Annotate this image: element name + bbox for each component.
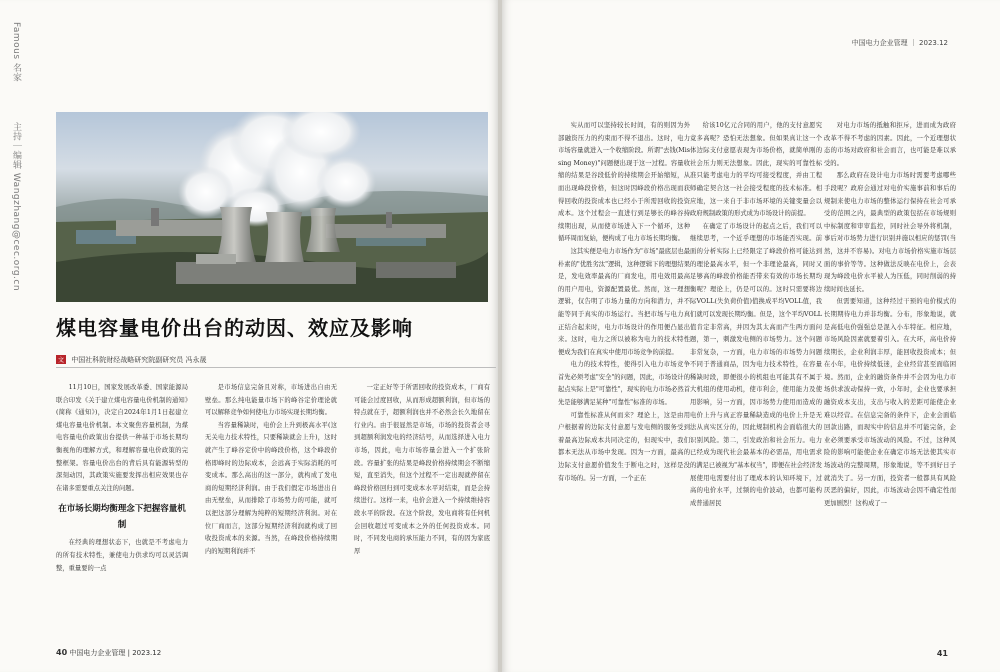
author-name: 中国社科院财经战略研究院副研究员 冯永晟 xyxy=(71,356,207,364)
paragraph: 对电力市场的抵触和拒斥，进而成为政府改革不得不考虑的因素。因此，一个近理想状态的市场对政府和社会而言，也可能是难以承受的。 xyxy=(824,122,956,167)
right-column-1 xyxy=(558,120,690,630)
right-page xyxy=(502,0,1000,672)
side-strip xyxy=(8,22,26,622)
right-column-3 xyxy=(824,120,956,630)
left-column-1 xyxy=(56,382,188,632)
author-line xyxy=(56,355,496,365)
footer-issue: 2023.12 xyxy=(132,649,162,657)
footer-magazine: 中国电力企业管理 xyxy=(69,649,126,657)
paragraph: 是市场信息完备且对称，市场进出自由无壁垒。那么纯电能量市场下的峰谷定价理论就可以解释竞争如何使电力市场实现长期均衡。 xyxy=(205,384,337,417)
left-page xyxy=(0,0,498,672)
left-column-3 xyxy=(354,382,490,632)
paragraph: 电力的技术特性，使得引入电力市场竞争首先必须考虑"安全"的问题，因此，市场设计的起点实际上是"可靠性"，现实的电力市场必然首先是能够满足某种"可靠性"标准的市场。 xyxy=(558,361,690,407)
power-plant-illustration xyxy=(56,112,488,302)
paragraph: 在经典的理想状态下，也就是不考虑电力的所有技术特性，兼使电力供求均可以灵活调整，重量要的一点 xyxy=(56,539,188,572)
article-title: 煤电容量电价出台的动因、效应及影响 xyxy=(56,316,413,340)
divider xyxy=(56,367,496,368)
right-footer xyxy=(937,649,948,658)
paragraph: 这其实便是电力市场作为"市场"最底层也最朴素的"优胜劣汰"逻辑，这种逻辑下的理想结果是，发电效率最高的厂商发电，用电效用最高的用户用电，资源配置最优。然而，这一理想逻辑，仅告明了市场力量的方向和潜力，并不能等同于真实的市场运行。当把市场与电力真正结合起来时，电力市场设计的作用便凸显出来。这时，电力之所以被称为电力的技术特性便成为我们在真实中使用市场竞争的前提。 xyxy=(558,247,690,356)
side-editor: 主持｜编辑 Wangzhang@cec.org.cn xyxy=(11,122,21,292)
paragraph: 当容量稀缺时，电价会上升到极高水平(这无关电力技术特性，只要稀缺就会上升)，这时就产生了峰谷定价中的峰段价格，这个峰段价格即峰时的边际成本，会远高于实际消耗的可变成本。那么高出的这一部分，就构成了发电商的短期经济利润。由于我们假定市场进出自由无壁垒，从而排除了市场势力的可能，就可以把这部分理解为纯粹的短期经济利润。对在位厂商而言，这部分短期经济利润就构成了回收投资成本的来源。当然，在峰段价格持续期内的短期利润并不 xyxy=(205,421,337,555)
side-brand: Famous 名家 xyxy=(11,22,21,82)
paragraph: 11月10日，国家发展改革委、国家能源局联合印发《关于建立煤电容量电价机制的通知》(简称《通知》)，决定自2024年1月1日起建立煤电容量电价机制。本文聚焦容量机制，为煤电容量电价政策出台提供一种基于市场长期均衡视角的理解方式，和理解容量电价政策的完整框架。容量电价出台的背后具有能源转型的深刻动因，其政策实施要发挥出相应效果也存在诸多需要重点关注的问题。 xyxy=(56,384,188,492)
paragraph: 实从而可以坚持较长时间，有的则因为外部融资压力的约束而不得不退出。这时，电力市场容量就进入一个收缩阶段。所谓"去钱(Missing Money)"问题便出现于这一过程。容量收缩的结果是谷段低价的持续期会开始缩短，从而出现峰段价格，但这时因峰段价格出现而获得回收的投资成本也已经小于所需回收的投资成本。这个过程会一直进行到足够长的峰谷持续期出现，从而使市场进入下一个循环，这种循环周而复始，便构成了电力市场长期均衡。 xyxy=(558,122,690,243)
paragraph: 但需要知道，这种经过干预的电价模式的长期期待电力并非均衡。分布，形象地说，就是高低电价强强总是混入小车特征。相应地，市场风险因素就要着引入。在大环，高电价持续期长，企业利润丰厚，能回收投资成本；但在小年，电价持续低迷，企业经营甚至面临困境。然而，企业的融资条件并不会因为电力市场供求波动保持一致，小年时，企业也要承担融资成本支出，支出与收入的差距可能使企业难以经营。在信息完备的条件下，企业会面临回款出路，而现实中的信息并不可能完备，企业必须要承受市场波动的风险。不过，这种风险的影响可能使企业在确定市场无法使其实市场波动的完整周期，形象地说，等不到好日子就消失了。另一方面，投资者一般都具有风险厌恶的偏好，因此，市场波动会因不确定性而更加剧烈！这构成了一 xyxy=(824,298,956,507)
section-heading: 在市场长期均衡理念下把握容量机制 xyxy=(58,504,186,531)
paragraph: 给该10亿元合同的用户，他的支付意愿究竟多高呢？恐怕无法想象。但如果真让这一个体边际支付意愿表现为市场价格，就简单刚的社会压力则无法想象。因此，现实的可靠性标准只能考虑电力的平均可接受程度，并由工程师确定契合这一社会接受程度的技术标准。相应地，这一来自于非市场环境的关键变量会以政府规制政策的形式成为市场设计的前提。 xyxy=(690,122,822,218)
paragraph: 那么政府在设计电力市场时需要考虑哪些手段呢？政府会通过对电价实施事前和事后的规制来使电力市场的整体运行保持在社会可承受的范围之内，最典型的政策包括在市场规则中标制度和审审监控，同时社会导外将机制，事后对市场势力进行识别并施以相应的惩罚(当然，这并不容易)。对电力市场价格实施市场层面的事价等等。这种做法反映在电价上，会表现为峰段电价水平被人为压低，同时削弱的持续时间也延长。 xyxy=(824,172,956,293)
hero-photo-power-plant xyxy=(56,112,488,302)
paragraph: 一定正好等于所需回收的投资成本，厂商有可能会过度回收，从而形成超额利润，但市场的特点就在于，超额利润也并不必然会长久地留在行业内。由于很显然是市场，市场的投资者会寻到超额利润发电的经济结号，从而选择进入电力市场，因此，电力市场容量会进入一个扩张阶段。容量扩张的结果是峰段价格持续期会不断缩短，直至消失，但这个过程不一定出现就停留在峰段价格回归到可变成本水平对结束，而是会持续进行。这样一来，电价会进入一个持续维持容段水平的阶段。在这个阶段，发电商将有任何机会回收超过可变成本之外的任何投资成本。同时，不同发电商的承压能力不同，有的因为家底厚 xyxy=(354,384,490,555)
paragraph: 在确定了市场设计的起点之后，我们可以继续思考，一个近乎理想的市场能否实现。前面的分析实际上已经限定了峰段价格可能达到的理论最高水平，但一个非理论最高，同时又足够高的峰段价格能否带来有效的市场长期均衡呢？理论上，仍是可以的。这时只需要将边际VOLL(失负荷价值)值换成平均VOLL值，我们就可以发现长期均衡。但是，这个平均VOLL值肯定非常高，并因为其太高而产生两方面问题，第一，刺激发电侧的市场势力。这个问题非常复杂，一方面，电力市场的市场势力问题不同于普通商品，因为电力技术特性，在容量稀缺时段，即便很小的机组也可能其有不属于大机组的使用动机，使市利会，使用能力及使用影响，另一方面，因市场势力使用而造成的电价上升与真正容量稀缺造成的电价上升是无法从真实区分的，因此规制机构会面临很大的识别风险。第二，引发政治和社会压力。电力已经成为现代社会最基本的必需品，用电需求的满足已被视为"基本权当"，即便在社会经济发展使用电需要付出了理成本的认知环境下，过高的电价水平，过频的电价波动，也都可能构成普通居民 xyxy=(690,222,822,507)
author-tag: 文 xyxy=(58,357,65,364)
page-number: 41 xyxy=(936,649,948,658)
running-header: 中国电力企业管理 ｜ 2023.12 xyxy=(851,39,948,47)
paragraph: 可靠性标准从何而来？理论上，这是由用户根据着的边际支付意愿与发电侧的服务受到着最高边际成本共同决定的，但现实中，我们都本无法从市场中发现。因为一方面，最高的边际支付意愿价值发生于断电之时，这样是没有市场的。另一方面，一个正在 xyxy=(558,411,690,482)
right-column-2 xyxy=(690,120,822,630)
page-number: 40 xyxy=(56,648,68,657)
left-column-2 xyxy=(205,382,337,632)
left-footer: 40 中国电力企业管理 | 2023.12 xyxy=(56,648,162,657)
